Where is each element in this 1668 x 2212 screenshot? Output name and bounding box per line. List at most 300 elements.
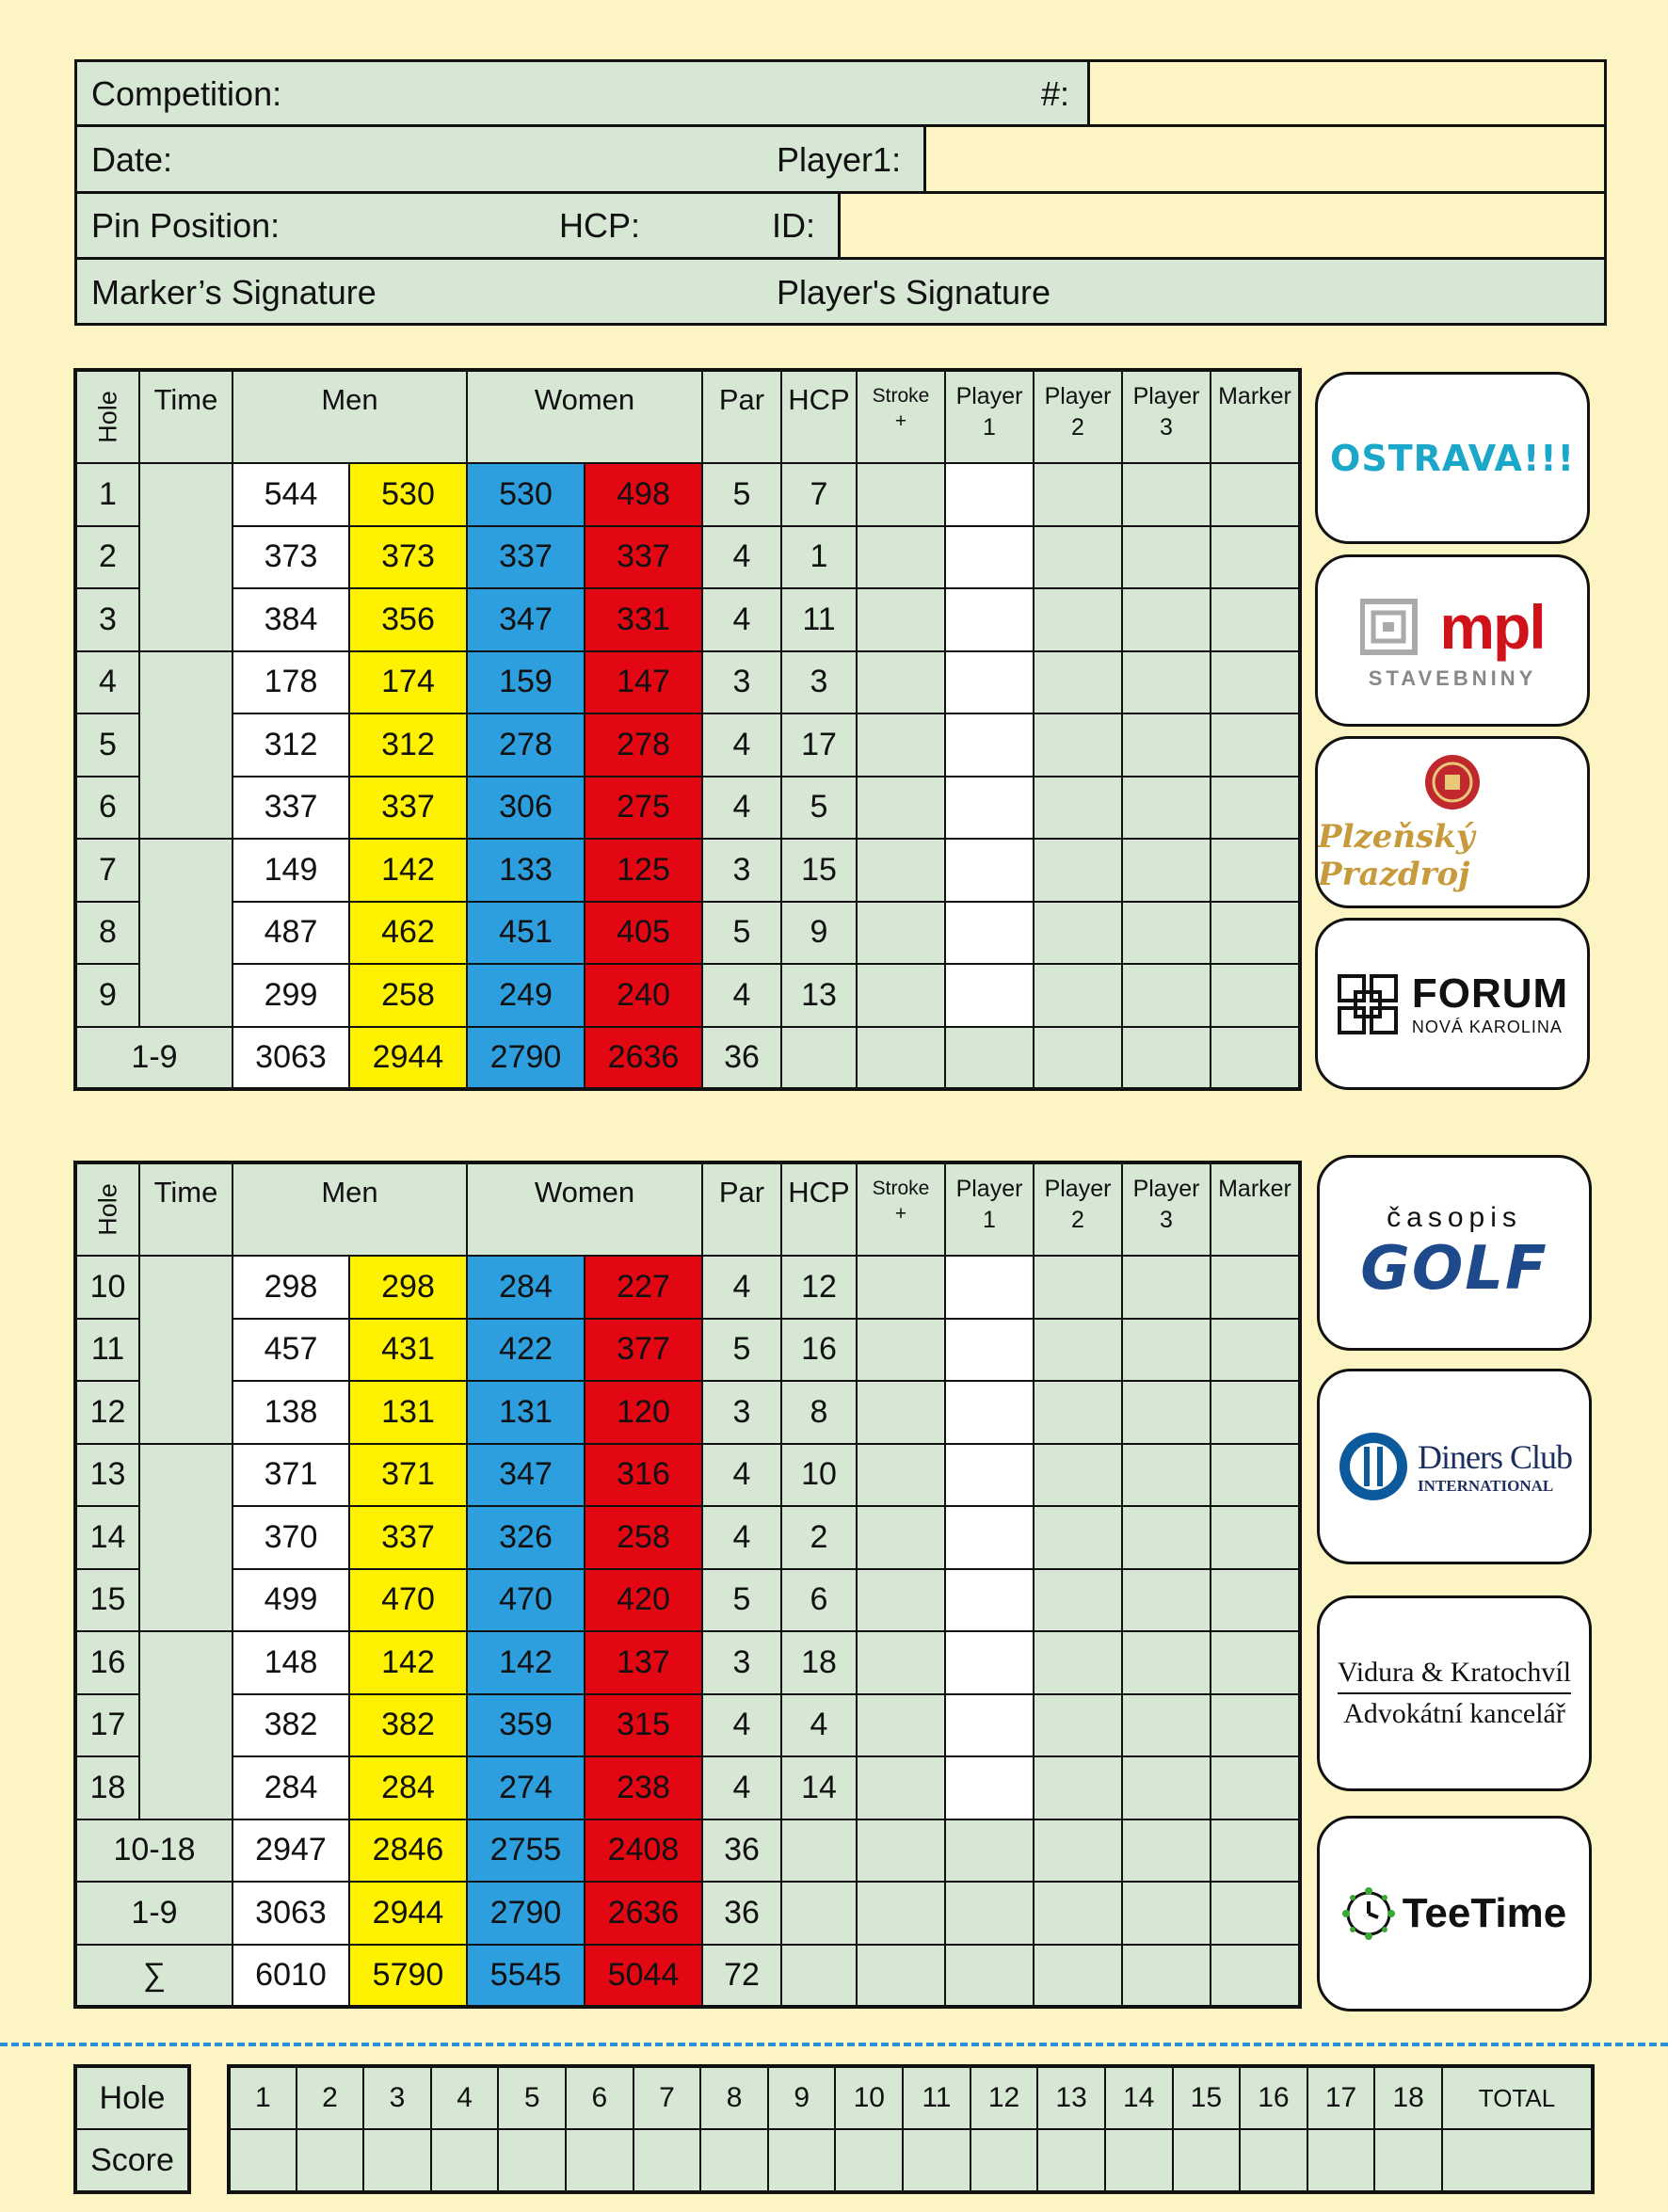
par-value: 5 <box>702 1319 781 1382</box>
player3-score-cell[interactable] <box>1122 1381 1211 1444</box>
par-total: 36 <box>702 1027 781 1090</box>
women-red-yardage: 258 <box>585 1506 702 1569</box>
hcp-value: 9 <box>781 902 857 965</box>
sponsor-golf-magazine-logo[interactable] <box>1317 1155 1592 1351</box>
men-yellow-total: 2944 <box>349 1882 467 1945</box>
time-column-header: Time <box>139 370 233 463</box>
par-value: 4 <box>702 526 781 589</box>
player1-score-cell[interactable] <box>945 1756 1034 1819</box>
women-red-total: 2636 <box>585 1027 702 1090</box>
stroke-cell[interactable] <box>857 777 945 840</box>
player1-score-cell[interactable] <box>945 713 1034 777</box>
player-header-number: 1 <box>983 413 996 441</box>
strip-score-cell[interactable] <box>768 2129 836 2192</box>
hole-row <box>75 1381 1300 1444</box>
men-white-yardage: 284 <box>233 1756 349 1819</box>
sponsor-prazdroj-logo[interactable] <box>1315 736 1590 908</box>
stroke-header-top: Stroke <box>872 1178 930 1199</box>
strip-hole-label: Hole <box>75 2066 189 2129</box>
hcp-total-cell[interactable] <box>781 1027 857 1090</box>
marker-score-cell[interactable] <box>1211 1381 1300 1444</box>
women-red-total: 2408 <box>585 1819 702 1883</box>
par-total: 72 <box>702 1945 781 2008</box>
hole-row <box>75 1756 1300 1819</box>
sponsor-forum-logo[interactable] <box>1315 918 1590 1090</box>
hcp-value: 8 <box>781 1381 857 1444</box>
player1-score-cell[interactable] <box>945 777 1034 840</box>
sponsor-name: Vidura & Kratochvíl <box>1338 1657 1571 1694</box>
player3-score-cell[interactable] <box>1122 902 1211 965</box>
marker-score-cell[interactable] <box>1211 588 1300 651</box>
marker-column-header: Marker <box>1211 1162 1300 1256</box>
player1-score-cell[interactable] <box>945 651 1034 714</box>
par-column-header: Par <box>702 370 781 463</box>
hole-row <box>75 1694 1300 1757</box>
player1-column-header <box>945 1162 1034 1256</box>
strip-score-cell[interactable] <box>297 2129 364 2192</box>
player2-score-cell[interactable] <box>1034 588 1122 651</box>
men-white-total: 3063 <box>233 1027 349 1090</box>
strip-score-cell[interactable] <box>1173 2129 1241 2192</box>
sponsor-ostrava-logo[interactable] <box>1315 372 1590 544</box>
marker-score-cell[interactable] <box>1211 1506 1300 1569</box>
hole-number: 11 <box>75 1319 139 1382</box>
player1-score-cell[interactable] <box>945 1381 1034 1444</box>
strip-score-cell[interactable] <box>1037 2129 1105 2192</box>
hole-number: 4 <box>75 651 139 714</box>
women-red-yardage: 420 <box>585 1569 702 1632</box>
par-value: 3 <box>702 651 781 714</box>
stroke-cell[interactable] <box>857 1319 945 1382</box>
stroke-cell[interactable] <box>857 1569 945 1632</box>
strip-hole-number: 6 <box>566 2066 634 2129</box>
hole-row <box>75 1569 1300 1632</box>
player2-score-cell[interactable] <box>1034 1756 1122 1819</box>
strip-hole-number: 14 <box>1105 2066 1173 2129</box>
player2-score-cell[interactable] <box>1034 964 1122 1027</box>
marker-score-cell[interactable] <box>1211 1694 1300 1757</box>
player2-total-cell[interactable] <box>1034 1027 1122 1090</box>
men-column-header: Men <box>233 370 467 463</box>
marker-total-cell[interactable] <box>1211 1882 1300 1945</box>
stroke-cell[interactable] <box>857 1756 945 1819</box>
player3-total-cell[interactable] <box>1122 1882 1211 1945</box>
competition-label: Competition: <box>91 74 282 113</box>
men-yellow-total: 2846 <box>349 1819 467 1883</box>
women-red-yardage: 315 <box>585 1694 702 1757</box>
men-yellow-yardage: 298 <box>349 1256 467 1319</box>
hole-number: 6 <box>75 777 139 840</box>
marker-column-header: Marker <box>1211 370 1300 463</box>
men-white-yardage: 487 <box>233 902 349 965</box>
men-white-yardage: 382 <box>233 1694 349 1757</box>
par-value: 4 <box>702 713 781 777</box>
totals-label: ∑ <box>75 1945 233 2008</box>
player3-score-cell[interactable] <box>1122 1569 1211 1632</box>
player1-score-cell[interactable] <box>945 1319 1034 1382</box>
header-row <box>75 1162 1300 1256</box>
strip-score-cell[interactable] <box>1240 2129 1307 2192</box>
player1-score-cell[interactable] <box>945 964 1034 1027</box>
strip-score-cell[interactable] <box>566 2129 634 2192</box>
strip-score-cell[interactable] <box>1374 2129 1442 2192</box>
men-yellow-yardage: 337 <box>349 1506 467 1569</box>
hole-header-text: Hole <box>93 1183 121 1236</box>
strip-score-cell[interactable] <box>970 2129 1038 2192</box>
men-column-header: Men <box>233 1162 467 1256</box>
marker-score-cell[interactable] <box>1211 526 1300 589</box>
sponsor-teetime-logo[interactable] <box>1317 1816 1592 2012</box>
player1-score-cell[interactable] <box>945 902 1034 965</box>
stroke-header-bottom: + <box>894 1203 907 1226</box>
strip-hole-number: 1 <box>229 2066 297 2129</box>
marker-total-cell[interactable] <box>1211 1945 1300 2008</box>
player1-score-cell[interactable] <box>945 1631 1034 1694</box>
player3-score-cell[interactable] <box>1122 1756 1211 1819</box>
hole-number: 12 <box>75 1381 139 1444</box>
marker-score-cell[interactable] <box>1211 1631 1300 1694</box>
sponsor-diners-club-logo[interactable] <box>1317 1369 1592 1564</box>
men-white-yardage: 457 <box>233 1319 349 1382</box>
strip-score-cell[interactable] <box>1105 2129 1173 2192</box>
marker-score-cell[interactable] <box>1211 1444 1300 1507</box>
par-value: 4 <box>702 777 781 840</box>
player3-score-cell[interactable] <box>1122 1506 1211 1569</box>
tee-time-cell[interactable] <box>139 651 233 840</box>
totals-label: 1-9 <box>75 1882 233 1945</box>
hcp-total-cell[interactable] <box>781 1819 857 1883</box>
women-blue-yardage: 274 <box>467 1756 585 1819</box>
player-header-number: 3 <box>1160 1206 1173 1233</box>
hcp-value: 17 <box>781 713 857 777</box>
hole-number: 13 <box>75 1444 139 1507</box>
sponsor-name: Diners Club <box>1418 1438 1572 1476</box>
player2-score-cell[interactable] <box>1034 1444 1122 1507</box>
player-header-text: Player <box>955 383 1023 409</box>
player1-score-cell[interactable] <box>945 526 1034 589</box>
time-column-header: Time <box>139 1162 233 1256</box>
strip-score-cell[interactable] <box>634 2129 701 2192</box>
men-yellow-yardage: 373 <box>349 526 467 589</box>
player2-score-cell[interactable] <box>1034 1256 1122 1319</box>
player3-score-cell[interactable] <box>1122 1694 1211 1757</box>
tee-time-cell[interactable] <box>139 839 233 1027</box>
player3-total-cell[interactable] <box>1122 1819 1211 1883</box>
marker-score-cell[interactable] <box>1211 1256 1300 1319</box>
hole-row <box>75 1506 1300 1569</box>
sponsor-name: mpl <box>1439 591 1545 662</box>
player3-score-cell[interactable] <box>1122 964 1211 1027</box>
stroke-cell[interactable] <box>857 1631 945 1694</box>
sponsor-vidura-kratochvil-logo[interactable] <box>1317 1595 1592 1791</box>
player2-column-header <box>1034 370 1122 463</box>
player2-score-cell[interactable] <box>1034 713 1122 777</box>
hole-number: 16 <box>75 1631 139 1694</box>
stroke-cell[interactable] <box>857 463 945 526</box>
hole-header-text: Hole <box>93 391 121 443</box>
stroke-cell[interactable] <box>857 526 945 589</box>
player1-column-header <box>945 370 1034 463</box>
strip-hole-number: 13 <box>1037 2066 1105 2129</box>
hole-row <box>75 1631 1300 1694</box>
hole-row <box>75 588 1300 651</box>
player2-score-cell[interactable] <box>1034 777 1122 840</box>
player3-total-cell[interactable] <box>1122 1027 1211 1090</box>
hcp-value: 1 <box>781 526 857 589</box>
player2-score-cell[interactable] <box>1034 1569 1122 1632</box>
stroke-column-header <box>857 370 945 463</box>
player2-total-cell[interactable] <box>1034 1945 1122 2008</box>
strip-hole-number: 3 <box>363 2066 431 2129</box>
hole-label-strip <box>73 2064 191 2194</box>
par-value: 4 <box>702 1256 781 1319</box>
sponsor-mpl-logo[interactable] <box>1315 554 1590 727</box>
player1-score-cell[interactable] <box>945 588 1034 651</box>
women-red-yardage: 227 <box>585 1256 702 1319</box>
player1-total-cell[interactable] <box>945 1027 1034 1090</box>
number-label: #: <box>1041 74 1070 113</box>
id-label: ID: <box>772 206 816 245</box>
stroke-cell[interactable] <box>857 713 945 777</box>
par-value: 4 <box>702 1444 781 1507</box>
women-blue-total: 5545 <box>467 1945 585 2008</box>
par-total: 36 <box>702 1819 781 1883</box>
player2-score-cell[interactable] <box>1034 1319 1122 1382</box>
hcp-value: 4 <box>781 1694 857 1757</box>
stroke-column-header <box>857 1162 945 1256</box>
tee-time-cell[interactable] <box>139 463 233 651</box>
player3-score-cell[interactable] <box>1122 1631 1211 1694</box>
player3-score-cell[interactable] <box>1122 1256 1211 1319</box>
player1-score-cell[interactable] <box>945 1256 1034 1319</box>
stroke-cell[interactable] <box>857 1381 945 1444</box>
men-white-yardage: 371 <box>233 1444 349 1507</box>
men-white-yardage: 178 <box>233 651 349 714</box>
player3-score-cell[interactable] <box>1122 526 1211 589</box>
player1-score-cell[interactable] <box>945 839 1034 902</box>
hole-number: 8 <box>75 902 139 965</box>
player1-score-cell[interactable] <box>945 1506 1034 1569</box>
player1-total-cell[interactable] <box>945 1819 1034 1883</box>
player3-score-cell[interactable] <box>1122 1444 1211 1507</box>
player2-total-cell[interactable] <box>1034 1819 1122 1883</box>
hcp-value: 5 <box>781 777 857 840</box>
pin-position-label: Pin Position: <box>91 206 281 245</box>
player2-column-header <box>1034 1162 1122 1256</box>
men-yellow-yardage: 337 <box>349 777 467 840</box>
hcp-value: 14 <box>781 1756 857 1819</box>
tee-time-cell[interactable] <box>139 1256 233 1444</box>
hole-row <box>75 902 1300 965</box>
strip-hole-number: 2 <box>297 2066 364 2129</box>
cut-line <box>0 2043 1668 2046</box>
women-blue-yardage: 131 <box>467 1381 585 1444</box>
hcp-value: 6 <box>781 1569 857 1632</box>
stroke-cell[interactable] <box>857 839 945 902</box>
men-yellow-yardage: 284 <box>349 1756 467 1819</box>
strip-score-cell[interactable] <box>835 2129 903 2192</box>
women-blue-yardage: 337 <box>467 526 585 589</box>
stroke-total-cell[interactable] <box>857 1945 945 2008</box>
tee-time-cell[interactable] <box>139 1631 233 1819</box>
hole-number: 9 <box>75 964 139 1027</box>
player3-score-cell[interactable] <box>1122 651 1211 714</box>
strip-score-cell[interactable] <box>700 2129 768 2192</box>
stroke-header-bottom: + <box>894 410 907 433</box>
player1-score-cell[interactable] <box>945 1694 1034 1757</box>
player1-field[interactable] <box>923 127 1604 191</box>
stroke-cell[interactable] <box>857 964 945 1027</box>
strip-hole-number: 12 <box>970 2066 1038 2129</box>
par-total: 36 <box>702 1882 781 1945</box>
marker-score-cell[interactable] <box>1211 777 1300 840</box>
par-value: 5 <box>702 463 781 526</box>
player-header-number: 3 <box>1160 413 1173 441</box>
women-column-header: Women <box>467 370 702 463</box>
stroke-cell[interactable] <box>857 651 945 714</box>
totals-row <box>75 1027 1300 1090</box>
strip-score-cell[interactable] <box>229 2129 297 2192</box>
player3-score-cell[interactable] <box>1122 713 1211 777</box>
back-nine-scorecard <box>73 1161 1302 2009</box>
strip-score-cell[interactable] <box>363 2129 431 2192</box>
player2-score-cell[interactable] <box>1034 902 1122 965</box>
strip-total-label: TOTAL <box>1442 2066 1593 2129</box>
strip-hole-number: 4 <box>431 2066 499 2129</box>
player3-score-cell[interactable] <box>1122 588 1211 651</box>
men-white-total: 2947 <box>233 1819 349 1883</box>
women-blue-total: 2790 <box>467 1882 585 1945</box>
stroke-total-cell[interactable] <box>857 1819 945 1883</box>
stroke-header-top: Stroke <box>872 385 930 407</box>
marker-score-cell[interactable] <box>1211 1319 1300 1382</box>
player3-score-cell[interactable] <box>1122 777 1211 840</box>
marker-score-cell[interactable] <box>1211 902 1300 965</box>
marker-score-cell[interactable] <box>1211 1569 1300 1632</box>
strip-hole-number: 16 <box>1240 2066 1307 2129</box>
tee-time-cell[interactable] <box>139 1444 233 1632</box>
stroke-total-cell[interactable] <box>857 1882 945 1945</box>
marker-score-cell[interactable] <box>1211 651 1300 714</box>
player2-score-cell[interactable] <box>1034 463 1122 526</box>
women-red-yardage: 275 <box>585 777 702 840</box>
stroke-cell[interactable] <box>857 1256 945 1319</box>
hcp-value: 12 <box>781 1256 857 1319</box>
player1-label: Player1: <box>777 140 902 179</box>
hcp-total-cell[interactable] <box>781 1945 857 2008</box>
women-blue-yardage: 470 <box>467 1569 585 1632</box>
player2-total-cell[interactable] <box>1034 1882 1122 1945</box>
player3-score-cell[interactable] <box>1122 463 1211 526</box>
player1-total-cell[interactable] <box>945 1882 1034 1945</box>
player-header-number: 2 <box>1071 413 1084 441</box>
player3-total-cell[interactable] <box>1122 1945 1211 2008</box>
men-yellow-yardage: 258 <box>349 964 467 1027</box>
hole-row <box>75 526 1300 589</box>
player-header-text: Player <box>1044 383 1112 409</box>
marker-score-cell[interactable] <box>1211 463 1300 526</box>
stroke-cell[interactable] <box>857 1444 945 1507</box>
player2-score-cell[interactable] <box>1034 1631 1122 1694</box>
women-blue-yardage: 359 <box>467 1694 585 1757</box>
player-header-number: 1 <box>983 1206 996 1233</box>
stroke-cell[interactable] <box>857 1694 945 1757</box>
player2-score-cell[interactable] <box>1034 1381 1122 1444</box>
marker-signature-label: Marker’s Signature <box>91 273 377 312</box>
women-blue-total: 2755 <box>467 1819 585 1883</box>
player1-total-cell[interactable] <box>945 1945 1034 2008</box>
totals-label: 10-18 <box>75 1819 233 1883</box>
hcp-value: 16 <box>781 1319 857 1382</box>
strip-score-cell[interactable] <box>903 2129 970 2192</box>
player1-score-cell[interactable] <box>945 1444 1034 1507</box>
marker-score-cell[interactable] <box>1211 839 1300 902</box>
strip-hole-number: 15 <box>1173 2066 1241 2129</box>
front-nine-scorecard <box>73 368 1302 1091</box>
marker-score-cell[interactable] <box>1211 964 1300 1027</box>
player1-score-cell[interactable] <box>945 1569 1034 1632</box>
par-value: 5 <box>702 902 781 965</box>
player1-score-cell[interactable] <box>945 463 1034 526</box>
women-red-yardage: 240 <box>585 964 702 1027</box>
hole-number: 2 <box>75 526 139 589</box>
women-blue-yardage: 347 <box>467 1444 585 1507</box>
totals-row <box>75 1819 1300 1883</box>
men-white-yardage: 149 <box>233 839 349 902</box>
player-header-number: 2 <box>1071 1206 1084 1233</box>
stroke-total-cell[interactable] <box>857 1027 945 1090</box>
stroke-cell[interactable] <box>857 902 945 965</box>
stroke-cell[interactable] <box>857 1506 945 1569</box>
hole-row <box>75 1444 1300 1507</box>
mpl-square-icon <box>1360 598 1434 656</box>
id-field[interactable] <box>838 194 1604 257</box>
player2-score-cell[interactable] <box>1034 1506 1122 1569</box>
hole-number: 17 <box>75 1694 139 1757</box>
header-divider <box>74 257 1607 260</box>
hcp-total-cell[interactable] <box>781 1882 857 1945</box>
hole-number: 1 <box>75 463 139 526</box>
women-blue-yardage: 284 <box>467 1256 585 1319</box>
strip-score-cell[interactable] <box>1307 2129 1375 2192</box>
strip-total-cell[interactable] <box>1442 2129 1593 2192</box>
men-white-yardage: 373 <box>233 526 349 589</box>
par-value: 4 <box>702 1756 781 1819</box>
hole-row <box>75 463 1300 526</box>
marker-total-cell[interactable] <box>1211 1027 1300 1090</box>
player2-score-cell[interactable] <box>1034 839 1122 902</box>
hole-row <box>75 651 1300 714</box>
men-white-yardage: 312 <box>233 713 349 777</box>
player-header-text: Player <box>1132 383 1200 409</box>
player3-score-cell[interactable] <box>1122 839 1211 902</box>
number-field[interactable] <box>1087 62 1604 124</box>
player2-score-cell[interactable] <box>1034 1694 1122 1757</box>
marker-score-cell[interactable] <box>1211 1756 1300 1819</box>
strip-score-cell[interactable] <box>498 2129 566 2192</box>
player2-score-cell[interactable] <box>1034 651 1122 714</box>
women-blue-yardage: 249 <box>467 964 585 1027</box>
women-red-yardage: 498 <box>585 463 702 526</box>
player2-score-cell[interactable] <box>1034 526 1122 589</box>
marker-score-cell[interactable] <box>1211 713 1300 777</box>
men-yellow-yardage: 431 <box>349 1319 467 1382</box>
marker-total-cell[interactable] <box>1211 1819 1300 1883</box>
strip-score-cell[interactable] <box>431 2129 499 2192</box>
player3-score-cell[interactable] <box>1122 1319 1211 1382</box>
women-column-header: Women <box>467 1162 702 1256</box>
stroke-cell[interactable] <box>857 588 945 651</box>
